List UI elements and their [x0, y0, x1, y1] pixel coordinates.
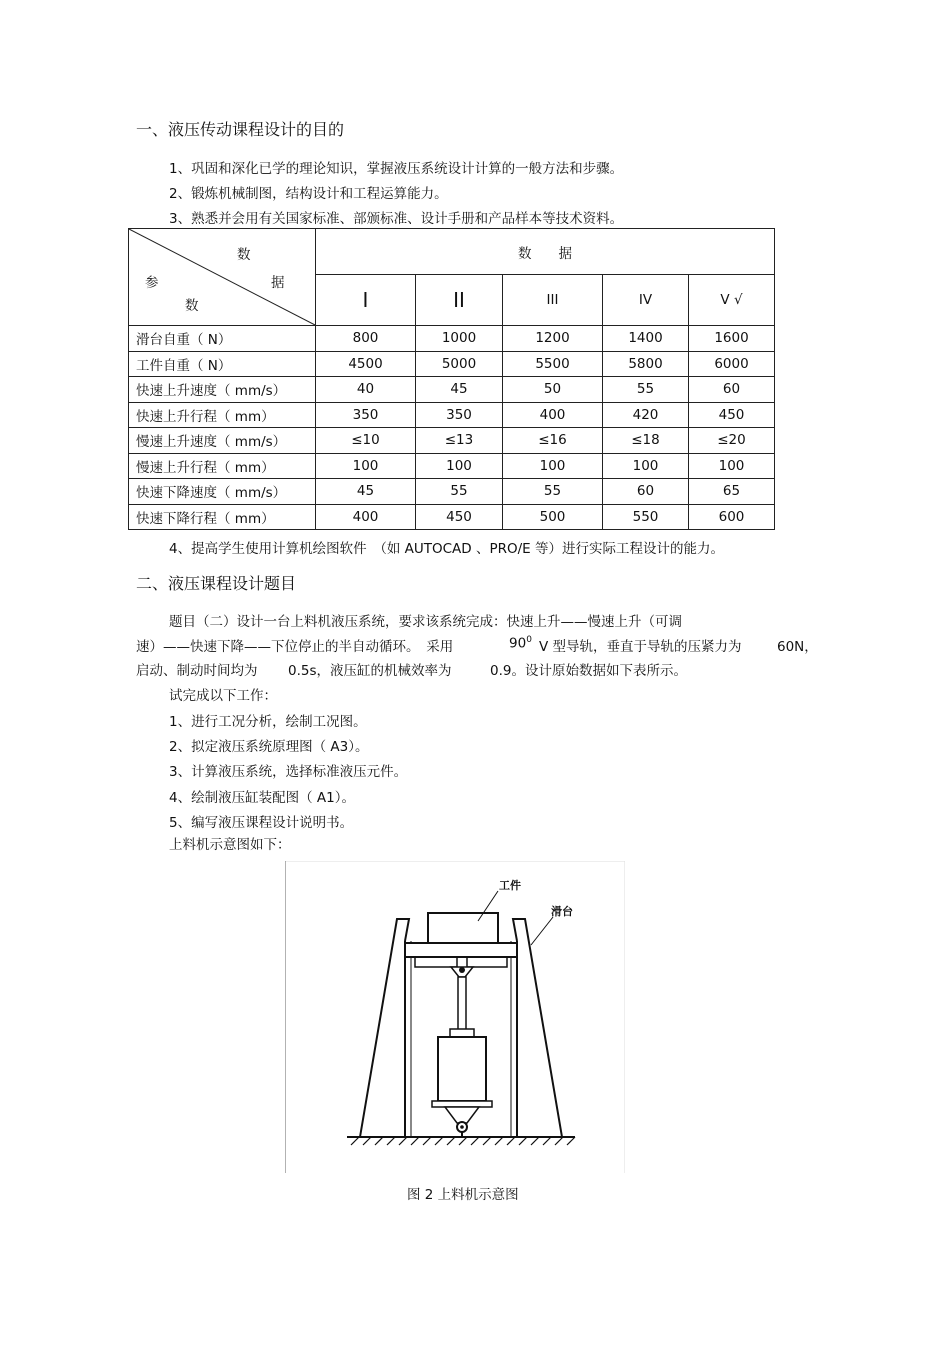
section1-item-3: 3、熟悉并会用有关国家标准、部颁标准、设计手册和产品样本等技术资料。	[169, 211, 624, 227]
table-cell: 450	[416, 504, 503, 530]
table-cell: 400	[316, 504, 416, 530]
table-cell: 5500	[503, 351, 603, 377]
section1-item-1: 1、巩固和深化已学的理论知识，掌握液压系统设计计算的一般方法和步骤。	[169, 161, 624, 177]
table-cell: 800	[316, 326, 416, 352]
table-row	[129, 428, 775, 454]
table-cell: 100	[316, 453, 416, 479]
table-cell: 55	[503, 479, 603, 505]
table-cell: 500	[503, 504, 603, 530]
table-row	[129, 377, 775, 403]
table-cell: 420	[603, 402, 689, 428]
task-item-1: 1、进行工况分析，绘制工况图。	[169, 714, 367, 730]
figure-caption: 图 2 上料机示意图	[407, 1187, 519, 1203]
table-cell: 100	[689, 453, 775, 479]
task-paragraph-angle	[509, 635, 532, 652]
table-cell: 550	[603, 504, 689, 530]
table-cell: 400	[503, 402, 603, 428]
row-label: 工件自重（ N）	[129, 351, 316, 377]
table-cell: 45	[416, 377, 503, 403]
corner-label-top: 数	[237, 247, 251, 263]
section2-title: 二、液压课程设计题目	[136, 574, 297, 593]
table-cell: ≤10	[316, 428, 416, 454]
table-cell: 100	[416, 453, 503, 479]
task-paragraph-line-1: 题目（二）设计一台上料机液压系统，要求该系统完成：快速上升——慢速上升（可调	[169, 614, 682, 630]
figure-intro: 上料机示意图如下：	[169, 837, 291, 853]
table-cell: ≤20	[689, 428, 775, 454]
work-intro: 试完成以下工作：	[169, 688, 277, 704]
table-cell: 600	[689, 504, 775, 530]
angle-value: 90	[509, 635, 527, 652]
table-cell: 55	[603, 377, 689, 403]
table-cell: 1600	[689, 326, 775, 352]
table-cell: 5000	[416, 351, 503, 377]
table-cell: 60	[603, 479, 689, 505]
table-cell: 60	[689, 377, 775, 403]
task-paragraph-line-2c: 60N，	[777, 639, 818, 655]
column-header-1: I	[316, 275, 416, 326]
table-row	[129, 479, 775, 505]
row-label: 快速下降行程（ mm）	[129, 504, 316, 530]
column-header-3: III	[503, 275, 603, 326]
column-header-5: V √	[689, 275, 775, 326]
task-paragraph-line-3c: 0.9。设计原始数据如下表所示。	[490, 663, 687, 679]
corner-label-bottom: 数	[185, 298, 199, 314]
task-paragraph-line-2b: V 型导轨，垂直于导轨的压紧力为	[539, 639, 742, 655]
table-cell: 6000	[689, 351, 775, 377]
workpiece-label: 工件	[499, 879, 521, 892]
parameter-table	[128, 228, 775, 530]
table-row	[129, 504, 775, 530]
row-label: 慢速上升速度（ mm/s）	[129, 428, 316, 454]
table-cell: ≤16	[503, 428, 603, 454]
table-cell: 450	[689, 402, 775, 428]
row-label: 快速上升行程（ mm）	[129, 402, 316, 428]
table-cell: ≤18	[603, 428, 689, 454]
table-corner-cell	[129, 229, 316, 326]
table-cell: 4500	[316, 351, 416, 377]
loader-schematic-figure	[285, 861, 625, 1173]
table-cell: 45	[316, 479, 416, 505]
table-cell: 1200	[503, 326, 603, 352]
table-cell: 1000	[416, 326, 503, 352]
task-paragraph-line-3b: 0.5s，液压缸的机械效率为	[288, 663, 452, 679]
table-cell: 65	[689, 479, 775, 505]
data-header-cell: 数 据	[316, 229, 775, 275]
table-cell: 5800	[603, 351, 689, 377]
task-item-3: 3、计算液压系统，选择标准液压元件。	[169, 764, 408, 780]
task-item-2: 2、拟定液压系统原理图（ A3）。	[169, 739, 369, 755]
corner-label-right: 据	[271, 275, 285, 291]
table-row	[129, 326, 775, 352]
task-paragraph-line-2a: 速）——快速下降——下位停止的半自动循环。 采用	[136, 639, 454, 655]
task-paragraph-line-3a: 启动、制动时间均为	[136, 663, 258, 679]
row-label: 滑台自重（ N）	[129, 326, 316, 352]
section1-item-2: 2、锻炼机械制图，结构设计和工程运算能力。	[169, 186, 448, 202]
column-header-2: II	[416, 275, 503, 326]
table-cell: 40	[316, 377, 416, 403]
table-row	[129, 351, 775, 377]
corner-label-left: 参	[145, 275, 159, 291]
row-label: 快速上升速度（ mm/s）	[129, 377, 316, 403]
angle-degree-sup: 0	[526, 635, 532, 645]
column-header-4: IV	[603, 275, 689, 326]
table-row	[129, 402, 775, 428]
table-cell: 100	[603, 453, 689, 479]
slide-table-label: 滑台	[551, 905, 573, 918]
table-cell: 1400	[603, 326, 689, 352]
table-cell: 350	[416, 402, 503, 428]
table-cell: 50	[503, 377, 603, 403]
section1-item-4: 4、提高学生使用计算机绘图软件 （如 AUTOCAD 、PRO/E 等）进行实际工程设计的能力。	[169, 541, 724, 557]
table-cell: ≤13	[416, 428, 503, 454]
row-label: 慢速上升行程（ mm）	[129, 453, 316, 479]
section1-title: 一、液压传动课程设计的目的	[136, 120, 345, 139]
table-cell: 55	[416, 479, 503, 505]
table-cell: 350	[316, 402, 416, 428]
task-item-4: 4、绘制液压缸装配图（ A1）。	[169, 790, 355, 806]
row-label: 快速下降速度（ mm/s）	[129, 479, 316, 505]
table-row	[129, 453, 775, 479]
table-cell: 100	[503, 453, 603, 479]
loader-schematic-drawing	[285, 861, 625, 1173]
task-item-5: 5、编写液压课程设计说明书。	[169, 815, 354, 831]
